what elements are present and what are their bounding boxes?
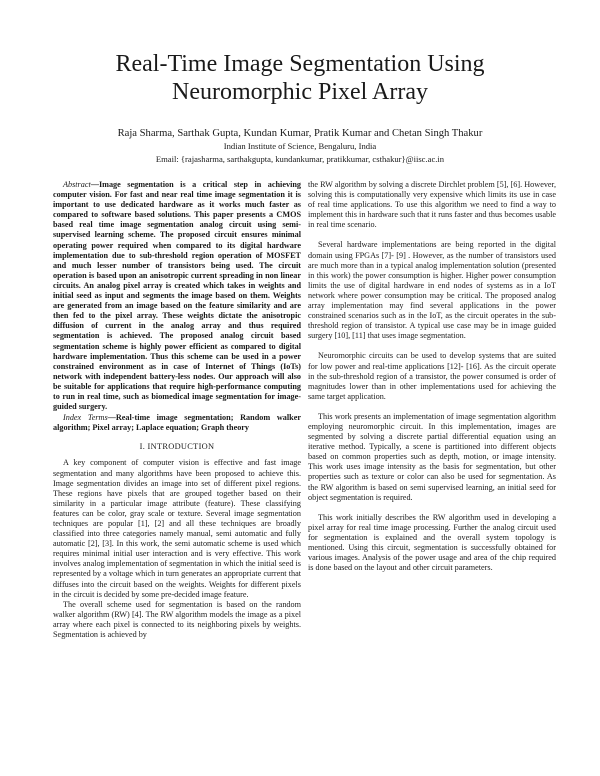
body-paragraph: A key component of computer vision is effective and fast image segmentation and many algorithms have been proposed to achieve this. Image segmentation divides an image into set of different pixel regions. These regions have pixels that are grouped together based on their similarity in a particular image attribute (feature). These classifying features can be color, gray scale or texture. Several image segmentation techniques are popular [1], [2] and all these techniques are broadly classified into three categories namely manual, semi automatic and fully automatic [2], [3]. In this work, the semi automatic scheme is used which requires minimal initial user interaction and is very effective. This work involves analog implementation of segmentation in which the initial seed is represented by a voltage which in turn generates an appropriate current that diffuses into the circuit based on the weights. Weights for different pixels in the circuit is decided by some pre-decided image feature. xyxy=(53,458,301,599)
abstract-label: Abstract xyxy=(63,180,91,189)
right-column xyxy=(308,180,556,583)
author-list: Raja Sharma, Sarthak Gupta, Kundan Kumar, Pratik Kumar and Chetan Singh Thakur xyxy=(117,128,483,139)
abstract-text: Image segmentation is a critical step in achieving computer vision. For fast and near real time image segmentation it is important to use dedicated hardware as it works much faster as compared to software based solutions. This paper presents a CMOS based real time image segmentation analog circuit using semi-supervised learning scheme. The proposed circuit ensures minimal operating power required when compared to its digital hardware implementation due to sub-threshold region operation of MOSFET and much lesser number of transistors being used. The circuit operation is based upon an anisotropic current spreading in non linear circuits. An analog pixel array is created which takes in weights and initial seed as input and segments the image based on them. Weights are generated from an image based on the feature similarity and are then fed to the pixel array. These weights dictate the anisotropic diffusion of current in the analog array and thus required segmentation is achieved. The proposed analog circuit based segmentation scheme is highly power efficient as compared to digital hardware implementation. Thus this scheme can be used in a power constrained environment as in case of Internet of Things (IoTs) network with independent battery-less nodes. Our approach will also be suitable for applications that require high-performance computing to run in real time, such as biomedical image segmentation for image-guided surgery. xyxy=(53,180,301,412)
body-paragraph: The overall scheme used for segmentation is based on the random walker algorithm (RW) [4]. The RW algorithm models the image as a pixel array where each pixel is connected to its neighboring pixels by weights. Segmentation is achieved by xyxy=(53,599,301,640)
body-paragraph: Several hardware implementations are being reported in the digital domain using FPGAs [7]- [9] . However, as the number of transistors used are much more than in a typical analog implementation solution (presented in this work) the power consumption is higher. Higher power consumption limits the use of digital hardware in end nodes of systems as in a IoT network where power consumption may be critical. The proposed analog array implementation may find several applications in the power constrained scenarios such as in the IoT, as the circuit operates in the sub-threshold region of transistor. A typical use case may be in image guided surgery [10], [11] that uses image segmentation. xyxy=(308,240,556,341)
section-heading-introduction: I. INTRODUCTION xyxy=(139,442,215,452)
body-paragraph: Neuromorphic circuits can be used to develop systems that are suited for low power and real-time applications [12]- [16]. As the circuit operate in the sub-threshold region of a transistor, the power consumed is order of magnitudes lower than in other implementations used for achieving the same target application. xyxy=(308,351,556,401)
index-terms: Index Terms—Real-time image segmentation; Random walker algorithm; Pixel array; Laplace equation; Graph theory xyxy=(53,413,302,433)
paper-title-line-2: Neuromorphic Pixel Array xyxy=(172,79,428,105)
email-line: Email: {rajasharma, sarthakgupta, kundankumar, pratikkumar, csthakur}@iisc.ac.in xyxy=(155,154,445,164)
index-terms-label: Index Terms xyxy=(63,413,108,423)
index-terms-text: Real-time image segmentation; Random walker algorithm; Pixel array; Laplace equation; Graph theory xyxy=(53,413,302,433)
body-paragraph: This work presents an implementation of image segmentation algorithm employing neuromorphic circuit. In this implementation, images are segmented by solving a discrete partial differential equation using an iterative method. Typically, a scene is partitioned into different objects based on common properties such as depth, motion, or image intensity. This work uses image intensity as the basis for segmentation, but other properties such as texture or color can also be used for segmentation. As the RW algorithm is based on semi supervised learning, an initial seed for object segmentation is required. xyxy=(308,411,556,502)
abstract: Abstract—Image segmentation is a critical step in achieving computer vision. For fast and near real time image segmentation it is important to use dedicated hardware as it works much faster as compared to software based solutions. This paper presents a CMOS based real time image segmentation analog circuit using semi-supervised learning scheme. The proposed circuit ensures minimal operating power required when compared to its digital hardware implementation due to sub-threshold region operation of MOSFET and much lesser number of transistors being used. The circuit operation is based upon an anisotropic current spreading in non linear circuits. An analog pixel array is created which takes in weights and initial seed as input and segments the image based on them. Weights are generated from an image based on the feature similarity and are then fed to the pixel array. These weights dictate the anisotropic diffusion of current in the analog array and thus required segmentation is achieved. The proposed analog circuit based segmentation scheme is highly power efficient as compared to digital hardware implementation. Thus this scheme can be used in a power constrained environment as in case of Internet of Things (IoTs) network with independent battery-less nodes. Our approach will also be suitable for applications that require high-performance computing to run in real time, such as biomedical image segmentation for image-guided surgery. xyxy=(53,180,301,412)
body-paragraph: the RW algorithm by solving a discrete Dirchlet problem [5], [6]. However, solving this is computationally very expensive which limits its use in case of real time applications. To use this algorithm we need to find a way to implement this in hardware such that it runs faster and thus becomes usable in real time scenario. xyxy=(308,180,556,230)
affiliation: Indian Institute of Science, Bengaluru, India xyxy=(223,141,377,151)
paper-title-line-1: Real-Time Image Segmentation Using xyxy=(115,51,485,77)
left-column xyxy=(53,180,301,640)
body-paragraph: This work initially describes the RW algorithm used in developing a pixel array for real time image processing. Further the analog circuit used for segmentation is explained and the overall system topology is mentioned. Using this circuit, segmentation is successfully obtained for various images. Analysis of the power usage and area of the chip required is done based on the layout and other circuit parameters. xyxy=(308,512,556,573)
